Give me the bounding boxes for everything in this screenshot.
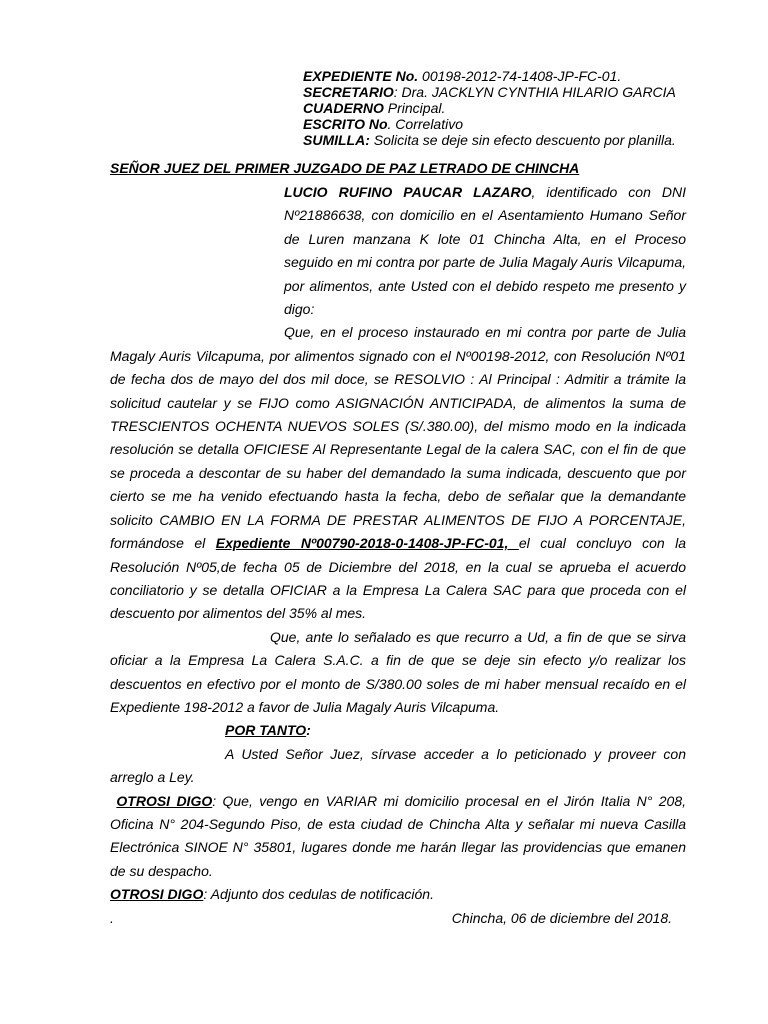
paragraph-1-after: el cual concluyo con la Resolución Nº05,de fecha 05 de Diciembre del 2018, en la cual se aprueba el acuerdo conciliatorio y se detalla OFICIAR a la Empresa La Calera SAC para que proceda con el descuento por alimentos del 35% al mes. (110, 535, 687, 622)
expediente-value: 00198-2012-74-1408-JP-FC-01. (418, 68, 622, 84)
sumilla-value: Solicita se deje sin efecto descuento por planilla. (369, 132, 676, 148)
addressee-heading: SEÑOR JUEZ DEL PRIMER JUZGADO DE PAZ LETRADO DE CHINCHA (110, 160, 580, 176)
intro-paragraph (284, 181, 686, 321)
otrosi-text-1: : Que, vengo en VARIAR mi domicilio procesal en el Jirón Italia N° 208, Oficina N° 204-Segundo Piso, de esta ciudad de Chincha Alta y señalar mi nueva Casilla Electrónica SINOE N° 35801, lugares donde me harán llegar las providencias que emanen de su despacho. (110, 792, 687, 879)
escrito-label: ESCRITO No (303, 116, 388, 132)
otrosi-text-2: : Adjunto dos cedulas de notificación. (203, 886, 434, 903)
cuaderno-label: CUADERNO (303, 100, 384, 116)
otrosi-label-1: OTROSI DIGO (116, 792, 213, 809)
cuaderno-value: Principal. (383, 100, 446, 116)
secretario-row (303, 84, 743, 100)
paragraph-2: Que, ante lo señalado es que recurro a Ud, a fin de que se sirva oficiar a la Empresa La Calera S.A.C. a fin de que se deje sin efecto y/o realizar los descuentos en efectivo por el monto de S/380.00 soles de mi haber mensual recaído en el Expediente 198-2012 a favor de Julia Magaly Auris Vilcapuma. (110, 628, 686, 715)
por-tanto-colon: : (306, 722, 311, 739)
escrito-row (303, 116, 743, 132)
expediente-label: EXPEDIENTE No. (303, 68, 419, 84)
expediente-row (303, 68, 743, 84)
paragraph-1 (110, 321, 686, 625)
petitioner-name: LUCIO RUFINO PAUCAR LAZARO (284, 184, 532, 200)
closing-date: Chincha, 06 de diciembre del 2018. (451, 909, 672, 926)
otrosi-paragraph-2 (110, 883, 686, 906)
otrosi-label-2: OTROSI DIGO (110, 886, 204, 903)
case-header (303, 68, 743, 148)
secretario-value: : Dra. JACKLYN CYNTHIA HILARIO GARCIA (393, 84, 676, 100)
closing-line (110, 907, 686, 930)
sumilla-row (303, 132, 743, 148)
otrosi-paragraph-1 (110, 790, 686, 884)
expediente-reference: Expediente Nº00790-2018-0-1408-JP-FC-01, (215, 535, 519, 552)
por-tanto-heading (225, 719, 686, 742)
secretario-label: SECRETARIO (303, 84, 394, 100)
intro-text: , identificado con DNI Nº21886638, con domicilio en el Asentamiento Humano Señor de Luren manzana K lote 01 Chincha Alta, en el Proceso seguido en mi contra por parte de Julia Magaly Auris Vilcapuma, por alimentos, ante Usted con el debido respeto me presento y digo: (284, 184, 686, 318)
sumilla-label: SUMILLA: (303, 132, 370, 148)
document-body (110, 181, 686, 930)
cuaderno-row (303, 100, 743, 116)
por-tanto-text: A Usted Señor Juez, sírvase acceder a lo peticionado y proveer con arreglo a Ley. (110, 745, 686, 786)
por-tanto-label: POR TANTO (225, 722, 307, 739)
closing-dot: . (110, 909, 114, 926)
paragraph-1-before: Que, en el proceso instaurado en mi contra por parte de Julia Magaly Auris Vilcapuma, por alimentos signado con el Nº00198-2012, con Resolución Nº01 de fecha dos de mayo del dos mil doce, se RESOLVIO : Al Principal : Admitir a trámite la solicitud cautelar y se FIJO como ASIGNACIÓN ANTICIPADA, de alimentos la suma de TRESCIENTOS OCHENTA NUEVOS SOLES (S/.380.00), del mismo modo en la indicada resolución se detalla OFICIESE Al Representante Legal de la calera SAC, con el fin de que se proceda a descontar de su haber del demandado la suma indicada, descuento que por cierto se me ha venido efectuando hasta la fecha, debo de señalar que la demandante solicito CAMBIO EN LA FORMA DE PRESTAR ALIMENTOS DE FIJO A PORCENTAJE, formándose el (110, 324, 686, 552)
escrito-value: . Correlativo (387, 116, 463, 132)
